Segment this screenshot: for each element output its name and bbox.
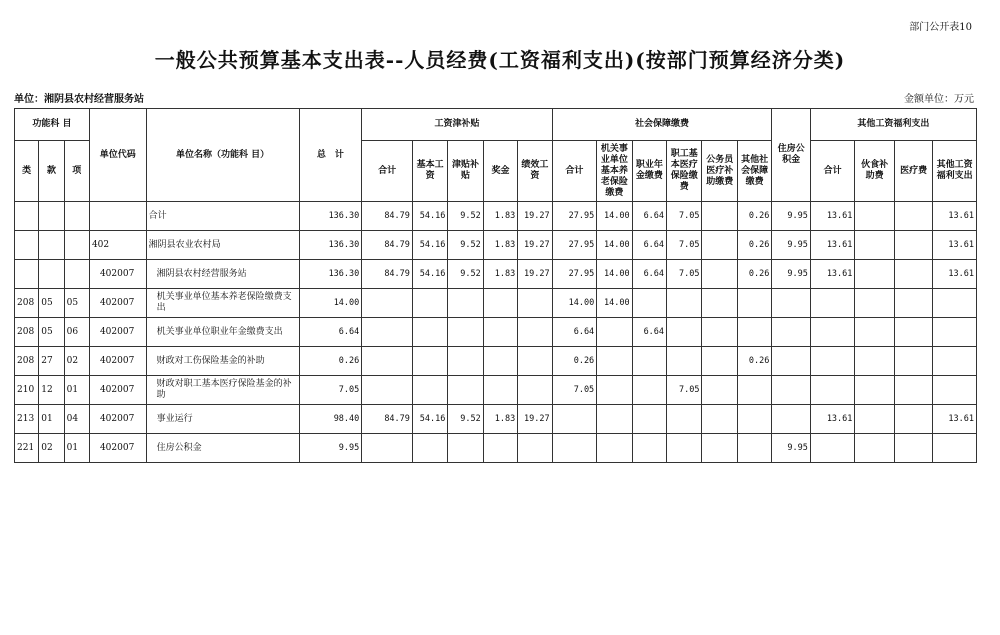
cell-annuity: 6.64	[632, 260, 666, 289]
cell-unit-name: 住房公积金	[146, 434, 299, 463]
cell-wage-total: 84.79	[362, 202, 413, 231]
cell-medical	[667, 289, 702, 318]
cell-social-total: 0.26	[552, 347, 597, 376]
cell-kuan: 05	[39, 318, 64, 347]
cell-social-total	[552, 405, 597, 434]
cell-other-social	[737, 434, 771, 463]
cell-basic-wage: 54.16	[412, 202, 447, 231]
cell-annuity	[632, 405, 666, 434]
cell-civil-medical	[702, 434, 737, 463]
header-kuan: 款	[39, 141, 64, 202]
cell-pension	[597, 347, 632, 376]
cell-lei: 221	[15, 434, 39, 463]
header-basic-wage: 基本工资	[412, 141, 447, 202]
cell-civil-medical	[702, 347, 737, 376]
cell-wage-total: 84.79	[362, 405, 413, 434]
header-row-group	[15, 109, 977, 141]
cell-total: 14.00	[299, 289, 362, 318]
cell-pension	[597, 405, 632, 434]
cell-medical-fee	[894, 260, 932, 289]
cell-other-total	[810, 347, 855, 376]
cell-total: 9.95	[299, 434, 362, 463]
budget-table	[14, 108, 977, 463]
cell-other-welfare: 13.61	[933, 231, 977, 260]
cell-pension	[597, 434, 632, 463]
table-row	[15, 202, 977, 231]
cell-allowance: 9.52	[448, 231, 483, 260]
cell-other-total	[810, 376, 855, 405]
cell-housing-fund: 9.95	[772, 260, 810, 289]
cell-other-social	[737, 405, 771, 434]
cell-basic-wage: 54.16	[412, 231, 447, 260]
cell-pension	[597, 376, 632, 405]
cell-wage-total: 84.79	[362, 260, 413, 289]
cell-medical	[667, 347, 702, 376]
cell-allowance	[448, 289, 483, 318]
header-other-group: 其他工资福利支出	[810, 109, 976, 141]
cell-lei: 208	[15, 318, 39, 347]
cell-unit-name: 财政对职工基本医疗保险基金的补助	[146, 376, 299, 405]
header-allowance: 津贴补贴	[448, 141, 483, 202]
header-civil-medical: 公务员医疗补助缴费	[702, 141, 737, 202]
cell-medical-fee	[894, 202, 932, 231]
cell-annuity	[632, 289, 666, 318]
cell-wage-total	[362, 376, 413, 405]
cell-other-welfare	[933, 376, 977, 405]
cell-medical-fee	[894, 347, 932, 376]
cell-medical-fee	[894, 318, 932, 347]
cell-annuity	[632, 434, 666, 463]
cell-other-welfare: 13.61	[933, 405, 977, 434]
cell-civil-medical	[702, 202, 737, 231]
cell-housing-fund: 9.95	[772, 231, 810, 260]
cell-housing-fund: 9.95	[772, 202, 810, 231]
cell-bonus	[483, 347, 517, 376]
cell-kuan: 27	[39, 347, 64, 376]
header-annuity: 职业年金缴费	[632, 141, 666, 202]
cell-unit-name: 湘阴县农村经营服务站	[146, 260, 299, 289]
header-other-welfare: 其他工资福利支出	[933, 141, 977, 202]
document-title: 一般公共预算基本支出表--人员经费(工资福利支出)(按部门预算经济分类)	[154, 48, 846, 72]
cell-lei: 210	[15, 376, 39, 405]
cell-xiang	[64, 231, 89, 260]
cell-other-social: 0.26	[737, 231, 771, 260]
cell-total: 98.40	[299, 405, 362, 434]
cell-kuan: 02	[39, 434, 64, 463]
cell-xiang: 01	[64, 434, 89, 463]
cell-unit-code: 402007	[89, 434, 146, 463]
cell-total: 136.30	[299, 231, 362, 260]
header-other-total: 合计	[810, 141, 855, 202]
cell-xiang	[64, 202, 89, 231]
cell-bonus	[483, 434, 517, 463]
cell-social-total: 27.95	[552, 202, 597, 231]
cell-medical-fee	[894, 376, 932, 405]
cell-annuity: 6.64	[632, 231, 666, 260]
cell-meal	[855, 405, 894, 434]
cell-basic-wage: 54.16	[412, 260, 447, 289]
cell-wage-total	[362, 434, 413, 463]
cell-wage-total	[362, 347, 413, 376]
cell-unit-name: 事业运行	[146, 405, 299, 434]
cell-wage-total: 84.79	[362, 231, 413, 260]
cell-basic-wage	[412, 318, 447, 347]
header-meal: 伙食补助费	[855, 141, 894, 202]
cell-housing-fund	[772, 376, 810, 405]
cell-allowance	[448, 434, 483, 463]
cell-meal	[855, 231, 894, 260]
cell-other-welfare	[933, 347, 977, 376]
cell-perf-wage	[518, 434, 552, 463]
cell-meal	[855, 347, 894, 376]
cell-bonus	[483, 376, 517, 405]
cell-perf-wage	[518, 318, 552, 347]
cell-housing-fund: 9.95	[772, 434, 810, 463]
cell-xiang: 05	[64, 289, 89, 318]
cell-other-social: 0.26	[737, 260, 771, 289]
cell-medical-fee	[894, 289, 932, 318]
cell-xiang: 02	[64, 347, 89, 376]
header-wage-group: 工资津补贴	[362, 109, 552, 141]
header-social-group: 社会保障缴费	[552, 109, 772, 141]
cell-annuity: 6.64	[632, 202, 666, 231]
cell-total: 6.64	[299, 318, 362, 347]
cell-perf-wage: 19.27	[518, 202, 552, 231]
cell-bonus	[483, 318, 517, 347]
cell-civil-medical	[702, 405, 737, 434]
cell-bonus: 1.83	[483, 202, 517, 231]
header-medical-fee: 医疗费	[894, 141, 932, 202]
cell-social-total: 14.00	[552, 289, 597, 318]
cell-perf-wage	[518, 289, 552, 318]
cell-other-social	[737, 376, 771, 405]
table-row	[15, 289, 977, 318]
cell-medical	[667, 434, 702, 463]
cell-housing-fund	[772, 289, 810, 318]
cell-social-total: 27.95	[552, 260, 597, 289]
cell-social-total: 27.95	[552, 231, 597, 260]
cell-other-total: 13.61	[810, 202, 855, 231]
cell-medical-fee	[894, 231, 932, 260]
cell-medical: 7.05	[667, 231, 702, 260]
cell-meal	[855, 318, 894, 347]
cell-total: 0.26	[299, 347, 362, 376]
table-row	[15, 260, 977, 289]
cell-other-social	[737, 318, 771, 347]
cell-total: 136.30	[299, 202, 362, 231]
cell-xiang: 06	[64, 318, 89, 347]
header-func-subject: 功能科 目	[15, 109, 90, 141]
cell-civil-medical	[702, 318, 737, 347]
cell-pension: 14.00	[597, 202, 632, 231]
cell-other-total	[810, 289, 855, 318]
header-housing-fund: 住房公积金	[772, 109, 810, 202]
cell-annuity	[632, 376, 666, 405]
cell-basic-wage	[412, 347, 447, 376]
cell-other-total: 13.61	[810, 231, 855, 260]
cell-unit-code	[89, 202, 146, 231]
cell-unit-code: 402	[89, 231, 146, 260]
cell-meal	[855, 376, 894, 405]
cell-allowance	[448, 347, 483, 376]
cell-lei	[15, 202, 39, 231]
header-unit-name: 单位名称（功能科 目）	[146, 109, 299, 202]
cell-medical-fee	[894, 434, 932, 463]
cell-civil-medical	[702, 231, 737, 260]
cell-other-welfare: 13.61	[933, 260, 977, 289]
cell-social-total: 6.64	[552, 318, 597, 347]
cell-perf-wage: 19.27	[518, 405, 552, 434]
cell-perf-wage: 19.27	[518, 231, 552, 260]
table-row	[15, 231, 977, 260]
cell-kuan: 01	[39, 405, 64, 434]
cell-other-social: 0.26	[737, 347, 771, 376]
header-xiang: 项	[64, 141, 89, 202]
cell-other-welfare	[933, 434, 977, 463]
cell-wage-total	[362, 289, 413, 318]
cell-meal	[855, 289, 894, 318]
header-total: 总 计	[299, 109, 362, 202]
header-perf-wage: 绩效工资	[518, 141, 552, 202]
cell-medical	[667, 318, 702, 347]
cell-bonus: 1.83	[483, 231, 517, 260]
cell-allowance: 9.52	[448, 260, 483, 289]
cell-lei	[15, 231, 39, 260]
cell-housing-fund	[772, 318, 810, 347]
header-other-social: 其他社会保障缴费	[737, 141, 771, 202]
cell-kuan: 05	[39, 289, 64, 318]
cell-medical: 7.05	[667, 260, 702, 289]
cell-other-welfare	[933, 289, 977, 318]
cell-lei: 208	[15, 347, 39, 376]
header-unit-code: 单位代码	[89, 109, 146, 202]
cell-perf-wage	[518, 347, 552, 376]
table-row	[15, 318, 977, 347]
cell-meal	[855, 202, 894, 231]
cell-perf-wage	[518, 376, 552, 405]
cell-other-total	[810, 318, 855, 347]
cell-unit-code: 402007	[89, 260, 146, 289]
cell-bonus	[483, 289, 517, 318]
cell-basic-wage: 54.16	[412, 405, 447, 434]
table-number-label: 部门公开表10	[909, 22, 972, 33]
cell-total: 7.05	[299, 376, 362, 405]
table-row	[15, 376, 977, 405]
cell-medical	[667, 405, 702, 434]
cell-xiang: 04	[64, 405, 89, 434]
header-social-total: 合计	[552, 141, 597, 202]
cell-allowance	[448, 318, 483, 347]
amount-unit-label: 金额单位：万元	[904, 94, 974, 105]
unit-label: 单位：湘阴县农村经营服务站	[14, 94, 144, 105]
header-bonus: 奖金	[483, 141, 517, 202]
cell-unit-name: 财政对工伤保险基金的补助	[146, 347, 299, 376]
cell-unit-code: 402007	[89, 289, 146, 318]
cell-unit-name: 合计	[146, 202, 299, 231]
cell-unit-code: 402007	[89, 405, 146, 434]
cell-annuity: 6.64	[632, 318, 666, 347]
cell-basic-wage	[412, 289, 447, 318]
cell-pension: 14.00	[597, 231, 632, 260]
cell-pension	[597, 318, 632, 347]
table-row	[15, 434, 977, 463]
cell-other-social	[737, 289, 771, 318]
cell-medical: 7.05	[667, 202, 702, 231]
cell-social-total: 7.05	[552, 376, 597, 405]
cell-medical: 7.05	[667, 376, 702, 405]
cell-other-total: 13.61	[810, 405, 855, 434]
cell-bonus: 1.83	[483, 260, 517, 289]
cell-other-social: 0.26	[737, 202, 771, 231]
header-wage-total: 合计	[362, 141, 413, 202]
cell-social-total	[552, 434, 597, 463]
table-row	[15, 405, 977, 434]
table-row	[15, 347, 977, 376]
cell-pension: 14.00	[597, 289, 632, 318]
cell-unit-name: 机关事业单位职业年金缴费支出	[146, 318, 299, 347]
cell-basic-wage	[412, 376, 447, 405]
cell-other-welfare: 13.61	[933, 202, 977, 231]
cell-kuan	[39, 202, 64, 231]
cell-bonus: 1.83	[483, 405, 517, 434]
cell-civil-medical	[702, 260, 737, 289]
cell-other-welfare	[933, 318, 977, 347]
header-lei: 类	[15, 141, 39, 202]
cell-meal	[855, 260, 894, 289]
header-medical: 职工基本医疗保险缴费	[667, 141, 702, 202]
cell-perf-wage: 19.27	[518, 260, 552, 289]
cell-wage-total	[362, 318, 413, 347]
cell-basic-wage	[412, 434, 447, 463]
cell-kuan	[39, 260, 64, 289]
cell-pension: 14.00	[597, 260, 632, 289]
cell-other-total: 13.61	[810, 260, 855, 289]
cell-civil-medical	[702, 376, 737, 405]
cell-housing-fund	[772, 405, 810, 434]
cell-medical-fee	[894, 405, 932, 434]
cell-unit-code: 402007	[89, 318, 146, 347]
cell-allowance: 9.52	[448, 405, 483, 434]
cell-lei: 213	[15, 405, 39, 434]
cell-other-total	[810, 434, 855, 463]
cell-xiang: 01	[64, 376, 89, 405]
header-pension: 机关事业单位基本养老保险缴费	[597, 141, 632, 202]
cell-unit-code: 402007	[89, 376, 146, 405]
cell-meal	[855, 434, 894, 463]
cell-allowance	[448, 376, 483, 405]
cell-unit-code: 402007	[89, 347, 146, 376]
cell-lei	[15, 260, 39, 289]
cell-total: 136.30	[299, 260, 362, 289]
cell-xiang	[64, 260, 89, 289]
cell-civil-medical	[702, 289, 737, 318]
cell-allowance: 9.52	[448, 202, 483, 231]
cell-lei: 208	[15, 289, 39, 318]
cell-kuan	[39, 231, 64, 260]
cell-unit-name: 湘阴县农业农村局	[146, 231, 299, 260]
cell-annuity	[632, 347, 666, 376]
cell-unit-name: 机关事业单位基本养老保险缴费支出	[146, 289, 299, 318]
cell-housing-fund	[772, 347, 810, 376]
cell-kuan: 12	[39, 376, 64, 405]
